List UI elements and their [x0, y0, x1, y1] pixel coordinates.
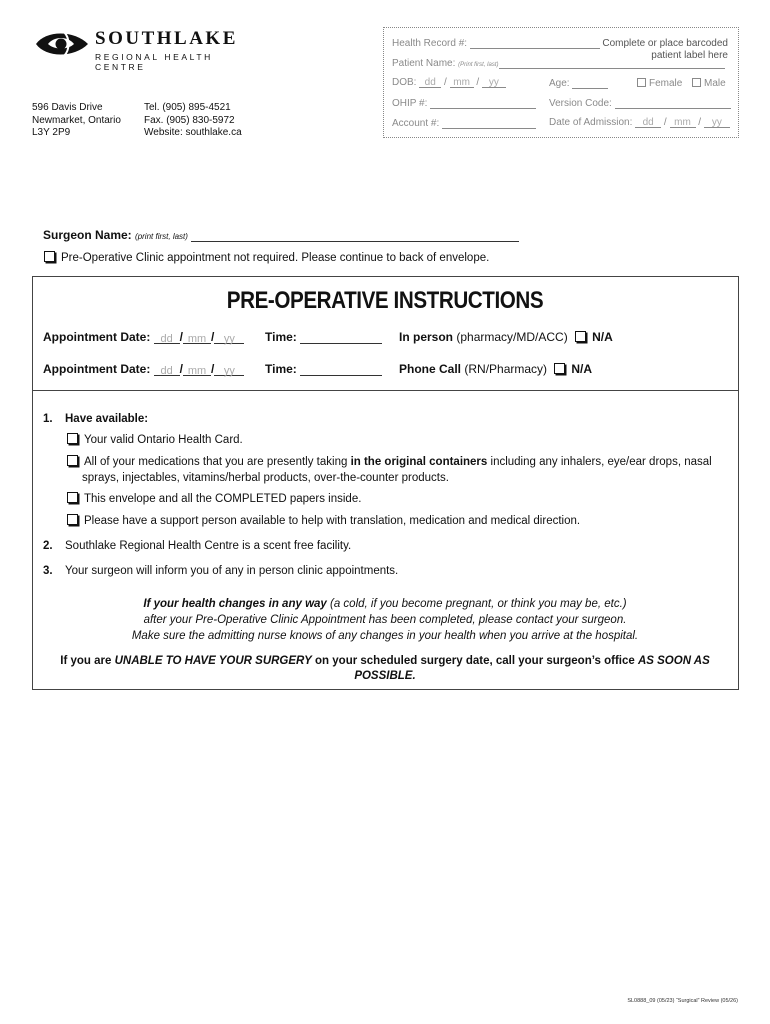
checkbox-icon[interactable]	[692, 78, 701, 87]
clinic-not-required-label: Pre-Operative Clinic appointment not required. Please continue to back of envelope.	[61, 252, 490, 264]
sub-item-medications-cont	[82, 471, 449, 486]
checkbox-icon[interactable]	[575, 331, 586, 342]
appointment-date-2[interactable]: Appointment Date: dd / mm / yy	[43, 362, 244, 376]
appointment-time-1[interactable]	[265, 330, 382, 344]
southlake-eye-logo-icon	[34, 28, 90, 62]
appointment-time-2[interactable]	[265, 362, 382, 376]
appt-yy: yy	[223, 333, 235, 345]
phone-call-detail: (RN/Pharmacy)	[464, 362, 548, 376]
item-number: 2.	[43, 540, 53, 552]
org-name: SOUTHLAKE	[95, 28, 238, 49]
in-person-label: In person	[399, 330, 454, 344]
admission-date-field[interactable]: Date of Admission: dd / mm / yy	[549, 117, 730, 128]
time-label: Time:	[265, 362, 297, 376]
dob-yy: yy	[488, 77, 499, 88]
male-checkbox[interactable]	[692, 78, 726, 89]
list-item-3	[43, 564, 53, 579]
list-item-3-text	[65, 564, 398, 579]
health-record-field[interactable]	[392, 38, 600, 49]
sub-item-health-card[interactable]	[67, 433, 243, 448]
na-label: N/A	[592, 330, 613, 344]
checkbox-icon[interactable]	[67, 514, 78, 525]
checkbox-icon[interactable]	[44, 251, 55, 262]
address-line: 596 Davis Drive	[32, 102, 103, 113]
sub-item-envelope[interactable]	[67, 492, 361, 507]
list-item-2-text	[65, 539, 351, 554]
note-emphasis: If your health changes in any way	[143, 598, 327, 610]
barcode-note-line: Complete or place barcoded	[602, 38, 728, 49]
instructions-title: PRE-OPERATIVE INSTRUCTIONS	[226, 287, 544, 314]
appointment-date-1[interactable]: Appointment Date: dd / mm / yy	[43, 330, 244, 344]
female-checkbox[interactable]	[637, 78, 682, 89]
appt-dd: dd	[160, 333, 173, 345]
ohip-field[interactable]	[392, 98, 536, 109]
dob-label: DOB:	[392, 77, 417, 88]
list-item-2	[43, 539, 53, 554]
account-label: Account #:	[392, 118, 440, 129]
item-number: 1.	[43, 413, 53, 425]
note-emphasis: UNABLE TO HAVE YOUR SURGERY	[114, 655, 312, 667]
in-person-detail: (pharmacy/MD/ACC)	[456, 330, 568, 344]
age-label: Age:	[549, 78, 570, 89]
account-field[interactable]	[392, 118, 536, 129]
address-block	[32, 102, 121, 140]
note-text: Make sure the admitting nurse knows of any changes in your health when you arrive at the hospital.	[131, 630, 639, 642]
dob-dd: dd	[424, 77, 436, 88]
female-label: Female	[649, 78, 683, 89]
sub-item-text: All of your medications that you are presently taking	[84, 456, 351, 468]
na-label: N/A	[571, 362, 593, 376]
health-record-label: Health Record #:	[392, 38, 468, 49]
address-line: Newmarket, Ontario	[32, 114, 121, 126]
clinic-not-required-option[interactable]	[44, 251, 489, 264]
item-text: Southlake Regional Health Centre is a scent free facility.	[65, 540, 352, 552]
checkbox-icon[interactable]	[67, 455, 78, 466]
checkbox-icon[interactable]	[637, 78, 646, 87]
sub-item-text: including any inhalers, eye/ear drops, nasal	[487, 456, 712, 468]
section-divider	[32, 390, 738, 391]
checkbox-icon[interactable]	[67, 492, 78, 503]
admission-mm: mm	[674, 117, 691, 128]
note-emphasis: AS SOON AS POSSIBLE.	[354, 655, 710, 682]
appointment-date-label: Appointment Date:	[43, 362, 151, 376]
sub-item-support-person[interactable]	[67, 514, 580, 529]
patient-name-label: Patient Name:	[392, 58, 456, 69]
note-text: after your Pre-Operative Clinic Appointment has been completed, please contact your surgeon.	[143, 614, 627, 626]
note-text: (a cold, if you become pregnant, or think you may be, etc.)	[326, 598, 627, 610]
appointment-date-label: Appointment Date:	[43, 330, 151, 344]
sub-item-emphasis: in the original containers	[350, 456, 488, 468]
health-change-note	[32, 596, 738, 644]
print-hint: (Print first, last)	[458, 62, 499, 68]
sub-item-medications[interactable]	[67, 455, 727, 470]
appt-yy: yy	[223, 365, 235, 377]
admission-dd: dd	[642, 117, 654, 128]
phone-number: Tel. (905) 895-4521	[144, 102, 231, 113]
sub-item-text: Please have a support person available to help with translation, medication and medical direction.	[84, 515, 581, 527]
dob-mm: mm	[453, 77, 470, 88]
sub-item-text: sprays, injectables, vitamins/herbal products, over-the-counter products.	[82, 472, 449, 484]
checkbox-icon[interactable]	[67, 433, 78, 444]
dob-field[interactable]: DOB: dd / mm / yy	[392, 77, 506, 88]
item-number: 3.	[43, 565, 53, 577]
appt-dd: dd	[160, 365, 173, 377]
appt-mm: mm	[187, 365, 207, 377]
admission-yy: yy	[711, 117, 722, 128]
item-text: Your surgeon will inform you of any in person clinic appointments.	[65, 565, 399, 577]
note-text: If you are	[60, 655, 115, 667]
unable-surgery-note	[32, 654, 738, 684]
time-label: Time:	[265, 330, 297, 344]
checkbox-icon[interactable]	[554, 363, 565, 374]
in-person-option[interactable]	[399, 330, 613, 344]
have-available-title: Have available:	[65, 413, 149, 425]
phone-call-label: Phone Call	[399, 362, 462, 376]
list-item-1	[43, 412, 53, 427]
logo	[34, 28, 238, 72]
note-text: on your scheduled surgery date, call your surgeon’s office	[311, 655, 638, 667]
sub-item-text: Your valid Ontario Health Card.	[84, 434, 243, 446]
list-item-1-title	[65, 412, 148, 427]
appt-mm: mm	[187, 333, 207, 345]
ohip-label: OHIP #:	[392, 98, 428, 109]
version-code-label: Version Code:	[549, 98, 612, 109]
surgeon-name-input[interactable]	[191, 230, 519, 242]
surgeon-name-hint: (print first, last)	[135, 232, 188, 241]
sub-item-text: This envelope and all the COMPLETED papers inside.	[84, 493, 362, 505]
admission-date-label: Date of Admission:	[549, 117, 633, 128]
org-subtitle: REGIONAL HEALTH CENTRE	[95, 52, 213, 72]
website: Website: southlake.ca	[144, 127, 242, 138]
surgeon-name-field[interactable]	[43, 228, 519, 242]
version-code-field[interactable]	[549, 98, 731, 109]
male-label: Male	[704, 78, 726, 89]
surgeon-name-label: Surgeon Name:	[43, 228, 132, 242]
patient-name-field[interactable]	[392, 58, 725, 69]
phone-call-option[interactable]	[399, 362, 592, 376]
fax-number: Fax. (905) 830-5972	[144, 114, 235, 126]
address-line: L3Y 2P9	[32, 127, 71, 138]
form-code: SL0888_09 (05/23) “Surgical” Review (05/26)	[627, 998, 738, 1004]
age-field[interactable]	[549, 78, 608, 89]
barcode-note-line: patient label here	[651, 49, 728, 61]
contact-block	[144, 102, 242, 140]
